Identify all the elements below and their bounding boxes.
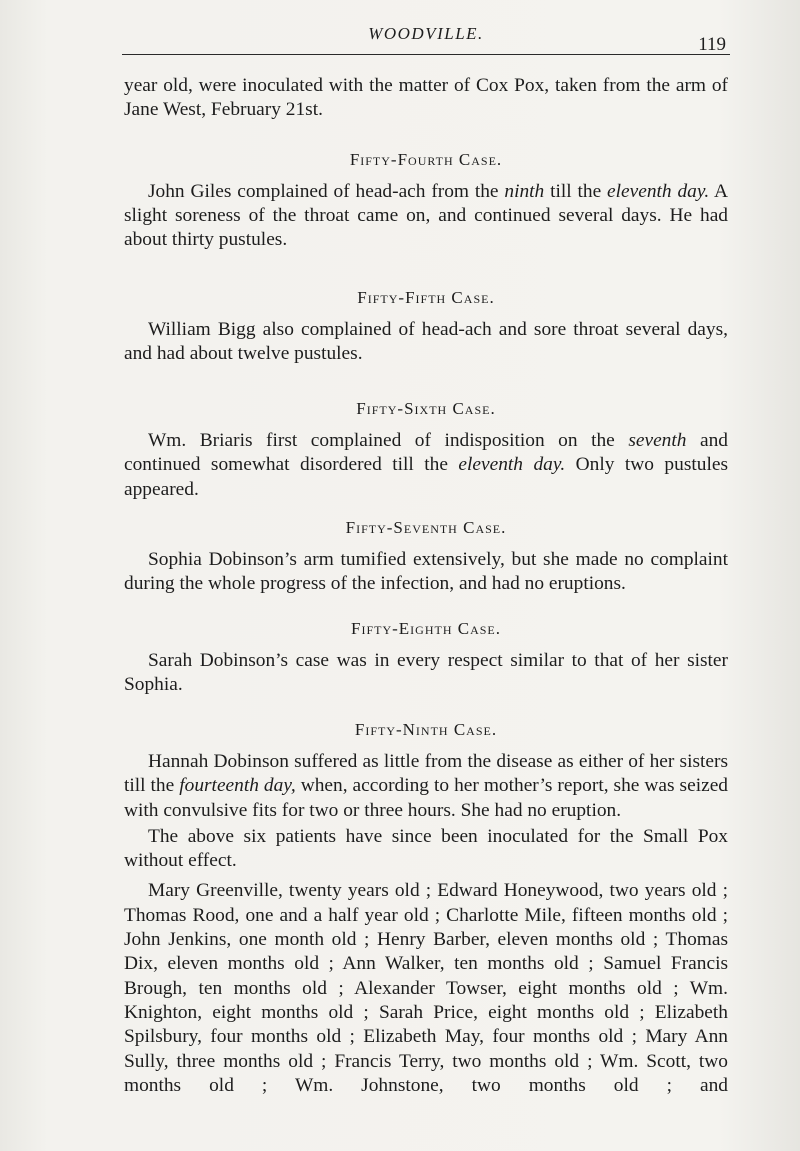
italic-run: eleventh day. xyxy=(607,180,710,202)
heading-fifty-seventh-case: Fifty-Seventh Case. xyxy=(345,517,507,537)
paragraph-continued: year old, were inoculated with the matter of Cox Pox, taken from the arm of Jane West, February 21st. xyxy=(124,75,728,121)
paragraph-patient-list: Mary Greenville, twenty years old ; Edward Honeywood, two years old ; Thomas Rood, one and a half year old ; Charlotte Mile, fifteen months old ; John Jenkins, one month old ; Henry Barber, eleven months old ; Thomas Dix, eleven months old ; Ann Walker, ten months old ; Samuel Francis Brough, ten months old ; Alexander Towser, eight months old ; Wm. Knighton, eight months old ; Sarah Price, eight months old ; Elizabeth Spilsbury, four months old ; Elizabeth May, four months old ; Mary Ann Sully, three months old ; Francis Terry, two months old ; Wm. Scott, two months old ; Wm. Johnstone, two months old ; and xyxy=(124,880,728,1096)
paragraph-fifty-fifth-case: William Bigg also complained of head-ach and sore throat several days, and had about twelve pustules. xyxy=(124,319,728,365)
text-run: when, according to her mother’s report, she was seized with convulsive fits for two or three hours. She had no eruption. xyxy=(124,775,728,821)
text-run: Hannah Dobinson suffered as little from the disease as either of her sisters till the xyxy=(124,750,728,797)
text-run: Wm. Briaris first complained of indisposition on the xyxy=(148,429,629,451)
text-run: John Giles complained of head-ach from the xyxy=(148,180,505,202)
paragraph-fifty-eighth-case: Sarah Dobinson’s case was in every respect similar to that of her sister Sophia. xyxy=(124,650,728,696)
italic-run: fourteenth day, xyxy=(179,775,296,797)
text-run: till the xyxy=(544,180,608,202)
paragraph-fifty-sixth-case xyxy=(124,429,728,502)
text-run: and continued somewhat disordered till the xyxy=(124,429,728,476)
heading-fifty-eighth-case: Fifty-Eighth Case. xyxy=(351,618,501,638)
paragraph-fifty-fourth-case xyxy=(124,180,728,253)
italic-run: ninth xyxy=(504,180,545,202)
heading-fifty-ninth-case: Fifty-Ninth Case. xyxy=(354,719,498,739)
heading-fifty-sixth-case: Fifty-Sixth Case. xyxy=(356,398,496,418)
page-header xyxy=(122,24,730,60)
italic-run: seventh xyxy=(628,429,687,451)
paragraph-fifty-seventh-case: Sophia Dobinson’s arm tumified extensively, but she made no complaint during the whole progress of the infection, and had no eruptions. xyxy=(124,549,728,595)
paragraph-inoculation-note: The above six patients have since been inoculated for the Small Pox without effect. xyxy=(124,825,728,872)
paragraph-fifty-ninth-case xyxy=(124,750,728,823)
italic-run: eleventh day. xyxy=(458,454,566,476)
header-rule xyxy=(122,54,730,55)
body-text xyxy=(124,74,728,1098)
text-run: A slight soreness of the throat came on, and continued several days. He had about thirty pustules. xyxy=(124,180,728,251)
running-title: WOODVILLE. xyxy=(368,24,484,43)
text-run: Only two pustules appeared. xyxy=(124,454,728,500)
heading-fifty-fifth-case: Fifty-Fifth Case. xyxy=(357,287,495,307)
page-number: 119 xyxy=(698,34,726,55)
heading-fifty-fourth-case: Fifty-Fourth Case. xyxy=(349,149,503,169)
